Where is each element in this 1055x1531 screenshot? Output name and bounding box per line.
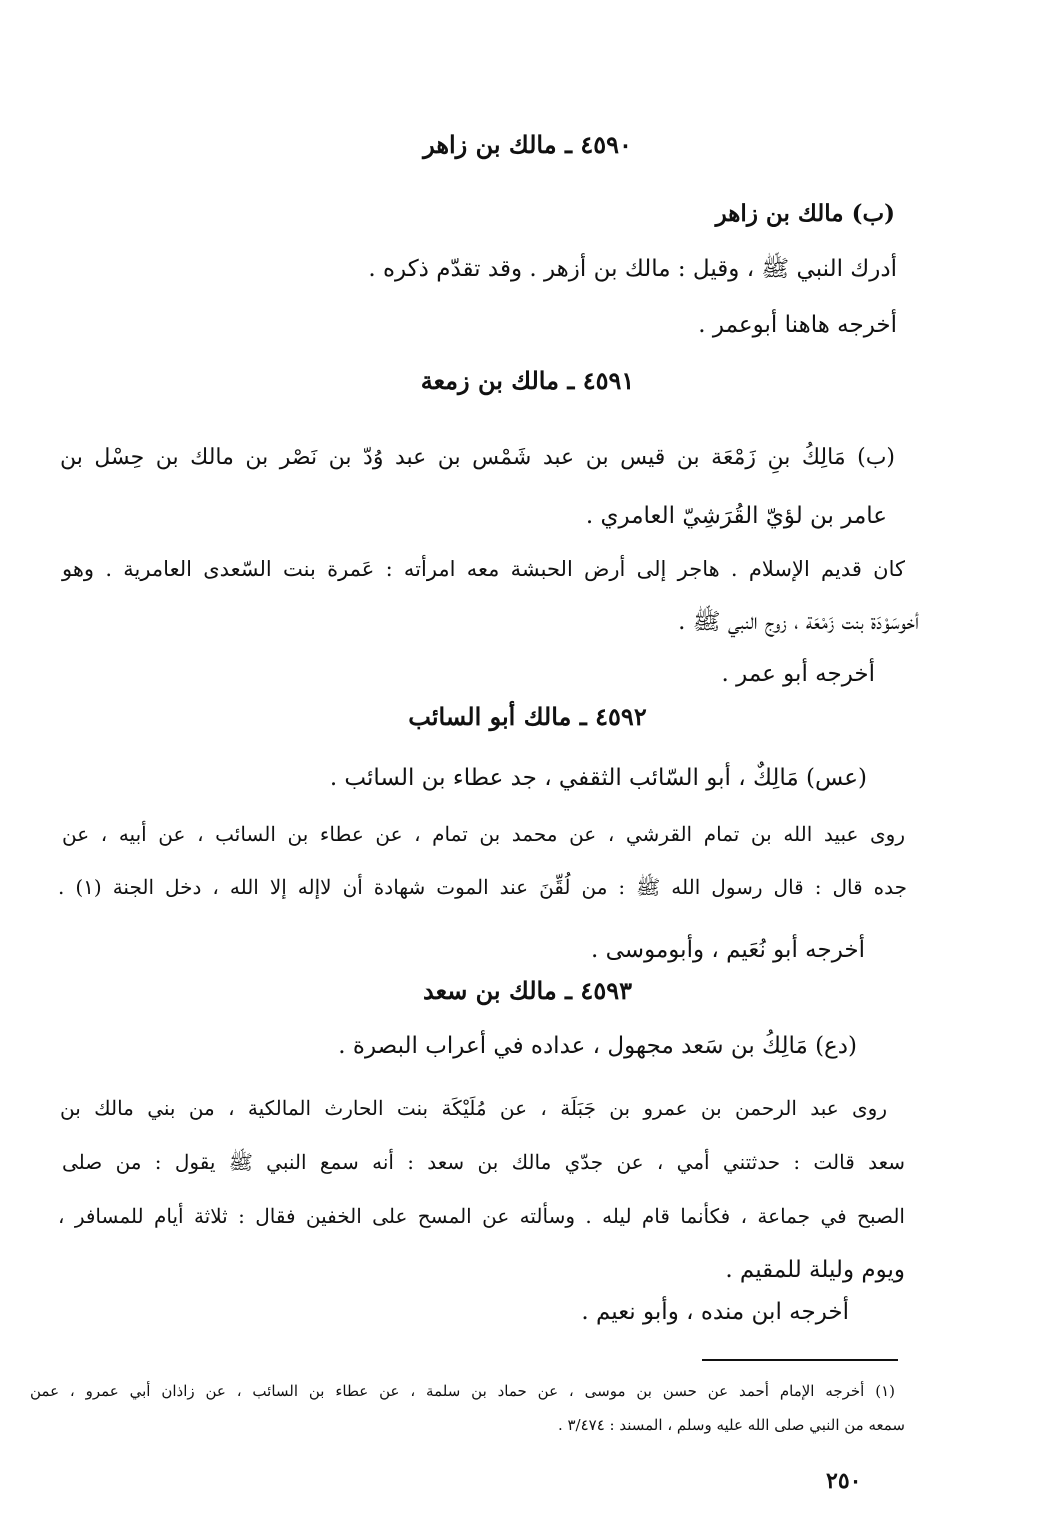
entry-line: روى عبد الرحمن بن عمرو بن جَبَلَة ، عن مُلَيْكَة بنت الحارث المالكية ، من بني مالك بن	[60, 1096, 887, 1120]
entry-heading: ٤٥٩٢ ـ مالك أبو السائب	[408, 702, 647, 731]
footnote-line: سمعه من النبي صلى الله عليه وسلم ، المسند : ٣/٤٧٤ .	[557, 1416, 905, 1434]
entry-line: ويوم وليلة للمقيم .	[725, 1257, 905, 1283]
entry-heading: ٤٥٩٠ ـ مالك بن زاهر	[423, 130, 632, 159]
entry-line: الصبح في جماعة ، فكأنما قام ليله . وسألته عن المسح على الخفين فقال : ثلاثة أيام للمسافر ،	[58, 1204, 905, 1228]
entry-line: روى عبيد الله بن تمام القرشي ، عن محمد بن تمام ، عن عطاء بن السائب ، عن أبيه ، عن	[62, 822, 905, 846]
entry-line: أدرك النبي ﷺ ، وقيل : مالك بن أزهر . وقد تقدّم ذكره .	[368, 256, 897, 282]
entry-line: سعد قالت : حدثتني أمي ، عن جدّي مالك بن سعد : أنه سمع النبي ﷺ يقول : من صلى	[62, 1150, 905, 1174]
entry-line: أخرجه هاهنا أبوعمر .	[698, 312, 897, 338]
entry-line: جده قال : قال رسول الله ﷺ : من لُقِّنَ عند الموت شهادة أن لاإله إلا الله ، دخل الجنة (١) .	[58, 875, 907, 899]
footnote-line: (١) أخرجه الإمام أحمد عن حسن بن موسى ، عن حماد بن سلمة ، عن عطاء بن السائب ، عن زاذان أبي عمرو ، عمن	[30, 1382, 895, 1400]
entry-line: (ب) مالك بن زاهر	[715, 200, 895, 227]
entry-line: (عس) مَالِكٌ ، أبو السّائب الثقفي ، جد عطاء بن السائب .	[329, 765, 867, 791]
entry-line: عامر بن لؤيّ القُرَشِيّ العامري .	[585, 503, 887, 529]
footnote-divider	[702, 1359, 898, 1361]
entry-line: أخرجه أبو عمر .	[721, 661, 875, 687]
entry-heading: ٤٥٩١ ـ مالك بن زمعة	[420, 366, 635, 395]
page-number: ٢٥٠	[826, 1468, 862, 1494]
entry-line: كان قديم الإسلام . هاجر إلى أرض الحبشة معه امرأته : عَمرة بنت السّعدى العامرية . وهو	[62, 557, 905, 581]
entry-line: (ب) مَالِكُ بنِ زَمْعَة بن قيس بن عبد شَمْس بن عبد وُدّ بن نَصْر بن مالك بن حِسْل بن	[60, 445, 895, 470]
entry-heading: ٤٥٩٣ ـ مالك بن سعد	[423, 976, 632, 1005]
entry-line: أخوسَوْدَة بنت زَمْعَة ، زوج النبي ﷺ .	[678, 609, 919, 635]
entry-line: أخرجه أبو نُعَيم ، وأبوموسى .	[591, 937, 865, 963]
entry-line: (دع) مَالِكُ بن سَعد مجهول ، عداده في أعراب البصرة .	[338, 1033, 857, 1059]
entry-line: أخرجه ابن منده ، وأبو نعيم .	[581, 1299, 849, 1325]
